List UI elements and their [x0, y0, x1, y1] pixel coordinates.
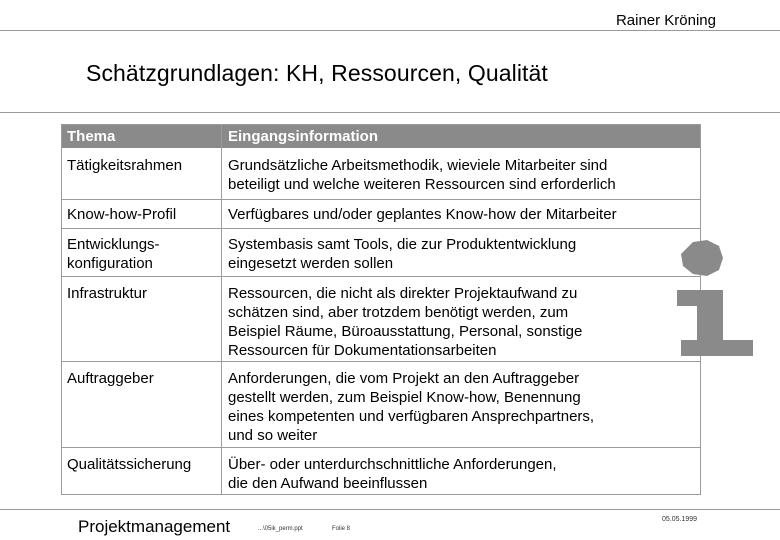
topic-cell: [67, 455, 191, 474]
info-cell: [228, 205, 617, 224]
info-line: eingesetzt werden sollen: [228, 255, 394, 272]
row-divider: [62, 276, 700, 277]
info-line: und so weiter: [228, 427, 318, 444]
title-divider: [0, 112, 780, 113]
footer-date: 05.05.1999: [662, 516, 698, 523]
input-table: [61, 124, 701, 495]
info-icon-serif-bottom: [681, 340, 753, 356]
info-line: Beispiel Räume, Büroausstattung, Personal, sonstige: [228, 323, 583, 340]
topic-line: Know-how-Profil: [67, 206, 177, 223]
info-cell: [228, 455, 557, 493]
column-divider: [221, 125, 222, 494]
row-divider: [62, 361, 700, 362]
topic-cell: [67, 284, 147, 303]
topic-line: Qualitätssicherung: [67, 456, 192, 473]
topic-cell: [67, 235, 160, 273]
info-line: Anforderungen, die vom Projekt an den Auftraggeber: [228, 370, 580, 387]
info-cell: [228, 284, 582, 360]
table-header: [62, 125, 700, 148]
column-header-info: Eingangsinformation: [228, 128, 378, 145]
info-line: Grundsätzliche Arbeitsmethodik, wieviele Mitarbeiter sind: [228, 157, 608, 174]
top-divider: [0, 30, 780, 31]
info-line: Systembasis samt Tools, die zur Produktentwicklung: [228, 236, 577, 253]
topic-cell: [67, 156, 182, 175]
info-line: die den Aufwand beeinflussen: [228, 475, 428, 492]
topic-cell: [67, 205, 176, 224]
topic-line: Infrastruktur: [67, 285, 148, 302]
info-line: Ressourcen für Dokumentationsarbeiten: [228, 342, 497, 359]
row-divider: [62, 228, 700, 229]
info-icon-dot: [681, 240, 723, 276]
row-divider: [62, 199, 700, 200]
topic-line: Auftraggeber: [67, 370, 154, 387]
info-line: Ressourcen, die nicht als direkter Projektaufwand zu: [228, 285, 578, 302]
footer-title: Projektmanagement: [78, 517, 231, 536]
info-line: gestellt werden, zum Beispiel Know-how, Benennung: [228, 389, 581, 406]
topic-cell: [67, 369, 154, 388]
info-icon: [677, 240, 753, 356]
info-line: Verfügbares und/oder geplantes Know-how der Mitarbeiter: [228, 206, 617, 223]
info-cell: [228, 156, 616, 194]
author-name: Rainer Kröning: [615, 12, 716, 29]
info-line: beteiligt und welche weiteren Ressourcen sind erforderlich: [228, 176, 616, 193]
bottom-divider: [0, 509, 780, 510]
column-header-topic: Thema: [67, 128, 116, 145]
info-line: schätzen sind, aber trotzdem benötigt werden, zum: [228, 304, 569, 321]
info-line: Über- oder unterdurchschnittliche Anforderungen,: [228, 456, 557, 473]
row-divider: [62, 447, 700, 448]
topic-line: Tätigkeitsrahmen: [67, 157, 183, 174]
topic-line: Entwicklungs-: [67, 236, 160, 253]
info-cell: [228, 369, 594, 445]
footer-slide-number: Folie 8: [332, 526, 351, 532]
info-line: eines kompetenten und verfügbaren Ansprechpartners,: [228, 408, 595, 425]
topic-line: konfiguration: [67, 255, 153, 272]
info-cell: [228, 235, 576, 273]
footer-file-path: ...\05ik_perm.ppt: [258, 526, 303, 532]
slide-title: Schätzgrundlagen: KH, Ressourcen, Qualität: [86, 60, 548, 86]
